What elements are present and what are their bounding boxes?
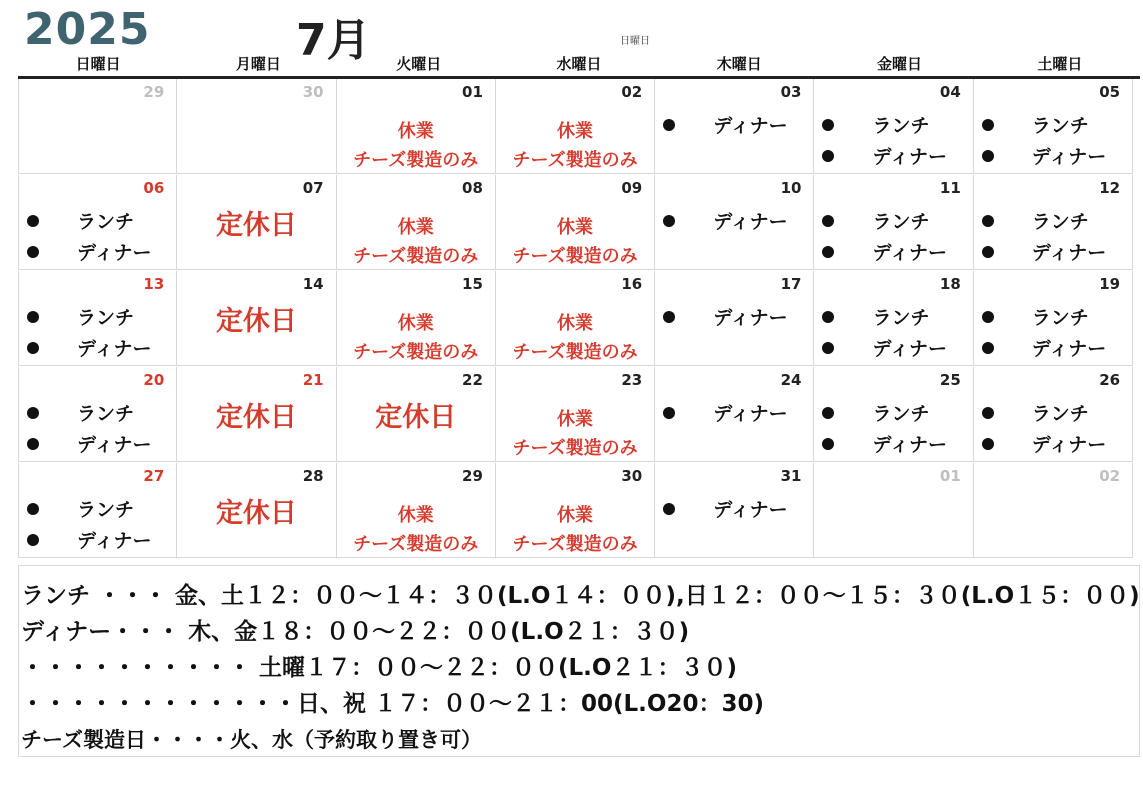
day-cell xyxy=(18,79,177,174)
bullet-icon xyxy=(982,119,994,131)
meal-item-dinner xyxy=(19,524,176,555)
meal-list xyxy=(814,397,972,459)
regular-holiday-label: 定休日 xyxy=(375,402,457,433)
bullet-icon xyxy=(982,311,994,323)
meal-list xyxy=(974,397,1132,459)
meal-item-lunch xyxy=(814,397,972,428)
regular-holiday-label: 定休日 xyxy=(215,402,297,433)
meal-item-dinner xyxy=(19,428,176,459)
meal-list xyxy=(19,301,176,363)
meal-label: ランチ xyxy=(872,211,930,233)
day-number: 15 xyxy=(462,275,483,293)
weekday-header: 火曜日 xyxy=(396,55,442,73)
meal-label: ディナー xyxy=(713,211,788,233)
day-cell xyxy=(974,367,1133,462)
meal-item-lunch xyxy=(19,397,176,428)
regular-holiday-label: 定休日 xyxy=(215,210,297,241)
day-number: 29 xyxy=(462,467,483,485)
bullet-icon xyxy=(27,342,39,354)
day-number: 25 xyxy=(939,371,961,389)
cheese-only-label: チーズ製造のみ xyxy=(353,342,479,363)
day-number: 09 xyxy=(621,179,643,197)
calendar-week-row xyxy=(18,79,1140,175)
day-cell xyxy=(496,79,655,174)
day-number: 29 xyxy=(143,83,165,101)
meal-label: ディナー xyxy=(77,434,152,456)
meal-item-lunch xyxy=(19,301,176,332)
meal-label: ランチ xyxy=(1031,403,1089,425)
day-cell xyxy=(814,271,973,366)
meal-list xyxy=(655,205,813,236)
meal-label: ランチ xyxy=(1031,211,1089,233)
day-cell xyxy=(974,463,1133,558)
weekday-header: 金曜日 xyxy=(877,55,923,73)
meal-item-dinner xyxy=(19,236,176,267)
business-hours-info xyxy=(18,565,1140,757)
meal-label: ディナー xyxy=(872,434,947,456)
cheese-only-label: チーズ製造のみ xyxy=(512,150,638,171)
day-cell xyxy=(177,175,336,270)
closed-label: 休業 xyxy=(557,217,594,238)
cheese-only-label: チーズ製造のみ xyxy=(512,534,638,555)
meal-label: ディナー xyxy=(1031,338,1107,360)
bullet-icon xyxy=(982,150,994,162)
day-number: 06 xyxy=(143,179,165,197)
meal-item-dinner xyxy=(974,236,1132,267)
meal-label: ランチ xyxy=(77,211,135,233)
hours-line: ランチ ・・・ 金、土１２：００～１４：３０(L.O１４：００),日１２：００～１５：３０(L.O１５：００) xyxy=(21,583,1140,609)
meal-item-dinner xyxy=(655,109,813,140)
bullet-icon xyxy=(27,503,39,515)
meal-label: ディナー xyxy=(872,242,947,264)
closed-label: 休業 xyxy=(557,409,594,430)
meal-list xyxy=(655,493,813,524)
day-number: 27 xyxy=(143,467,165,485)
bullet-icon xyxy=(982,407,994,419)
day-cell xyxy=(814,79,973,174)
hours-line: ・・・・・・・・・・・・日、祝 １７：００～２１：00(L.O20：30) xyxy=(21,691,764,717)
day-number: 23 xyxy=(621,371,643,389)
meal-item-dinner xyxy=(655,205,813,236)
closed-label: 休業 xyxy=(557,121,594,142)
bullet-icon xyxy=(27,534,39,546)
day-number: 17 xyxy=(780,275,802,293)
hours-line: ・・・・・・・・・・ 土曜１７：００～２２：００(L.O２１：３０) xyxy=(21,655,737,681)
meal-list xyxy=(19,493,176,555)
meal-label: ディナー xyxy=(1031,434,1107,456)
calendar-grid xyxy=(18,52,1140,559)
day-number: 30 xyxy=(621,467,643,485)
meal-item-dinner xyxy=(655,493,813,524)
day-cell xyxy=(496,175,655,270)
day-cell xyxy=(814,175,973,270)
day-cell xyxy=(18,271,177,366)
day-number: 18 xyxy=(939,275,961,293)
day-cell xyxy=(177,271,336,366)
day-cell xyxy=(974,271,1133,366)
day-number: 12 xyxy=(1099,179,1121,197)
year-title: 2025 xyxy=(24,4,151,55)
day-cell xyxy=(655,463,814,558)
meal-item-lunch xyxy=(974,109,1132,140)
day-cell xyxy=(337,79,496,174)
meal-label: ランチ xyxy=(872,307,930,329)
calendar-week-row xyxy=(18,175,1140,271)
day-number: 07 xyxy=(302,179,324,197)
meal-list xyxy=(814,205,972,267)
bullet-icon xyxy=(822,215,834,227)
bullet-icon xyxy=(27,246,39,258)
day-cell xyxy=(18,463,177,558)
meal-label: ランチ xyxy=(1031,307,1089,329)
meal-label: ランチ xyxy=(872,115,930,137)
bullet-icon xyxy=(27,407,39,419)
cheese-only-label: チーズ製造のみ xyxy=(512,438,638,459)
hours-line: ディナー・・・ 木、金１８：００～２２：００(L.O２１：３０) xyxy=(21,619,690,645)
weekday-header: 水曜日 xyxy=(556,55,602,73)
closed-label: 休業 xyxy=(397,121,434,142)
day-cell xyxy=(337,271,496,366)
regular-holiday-label: 定休日 xyxy=(215,498,297,529)
day-number: 19 xyxy=(1099,275,1121,293)
day-number: 22 xyxy=(462,371,483,389)
closed-label: 休業 xyxy=(557,313,594,334)
day-number: 28 xyxy=(302,467,324,485)
meal-item-lunch xyxy=(19,493,176,524)
bullet-icon xyxy=(663,311,675,323)
cheese-only-label: チーズ製造のみ xyxy=(512,342,638,363)
meal-item-lunch xyxy=(974,397,1132,428)
meal-item-lunch xyxy=(814,205,972,236)
day-number: 01 xyxy=(462,83,483,101)
meal-label: ディナー xyxy=(1031,146,1107,168)
meal-item-dinner xyxy=(974,428,1132,459)
meal-item-dinner xyxy=(974,332,1132,363)
meal-label: ランチ xyxy=(77,403,135,425)
bullet-icon xyxy=(982,246,994,258)
meal-label: ランチ xyxy=(77,307,135,329)
day-number: 13 xyxy=(143,275,165,293)
day-cell xyxy=(496,367,655,462)
meal-item-dinner xyxy=(814,236,972,267)
day-cell xyxy=(655,271,814,366)
day-cell xyxy=(814,463,973,558)
meal-list xyxy=(655,109,813,140)
meal-label: ディナー xyxy=(872,338,947,360)
meal-list xyxy=(974,205,1132,267)
weekday-header: 日曜日 xyxy=(75,55,121,73)
day-cell xyxy=(655,79,814,174)
day-cell xyxy=(974,175,1133,270)
day-cell xyxy=(337,463,496,558)
day-number: 03 xyxy=(780,83,802,101)
day-number: 11 xyxy=(939,179,961,197)
meal-item-dinner xyxy=(814,140,972,171)
meal-list xyxy=(814,301,972,363)
bullet-icon xyxy=(27,311,39,323)
calendar-weeks xyxy=(18,79,1140,559)
day-number: 31 xyxy=(780,467,802,485)
bullet-icon xyxy=(822,311,834,323)
day-cell xyxy=(337,175,496,270)
day-number: 10 xyxy=(780,179,802,197)
meal-item-lunch xyxy=(974,301,1132,332)
meal-label: ディナー xyxy=(1031,242,1107,264)
weekday-header: 月曜日 xyxy=(235,55,281,73)
meal-label: ディナー xyxy=(77,530,152,552)
meal-list xyxy=(814,109,972,171)
meal-item-dinner xyxy=(19,332,176,363)
closed-label: 休業 xyxy=(397,217,434,238)
meal-list xyxy=(655,301,813,332)
meal-label: ディナー xyxy=(77,338,152,360)
day-number: 30 xyxy=(302,83,324,101)
bullet-icon xyxy=(27,438,39,450)
weekday-header: 木曜日 xyxy=(716,55,762,73)
day-cell xyxy=(496,463,655,558)
weekday-header-row xyxy=(18,52,1140,79)
meal-label: ディナー xyxy=(713,499,788,521)
meal-label: ディナー xyxy=(872,146,947,168)
day-cell xyxy=(655,175,814,270)
day-cell xyxy=(337,367,496,462)
bullet-icon xyxy=(982,215,994,227)
bullet-icon xyxy=(982,342,994,354)
meal-item-lunch xyxy=(19,205,176,236)
day-cell xyxy=(496,271,655,366)
closed-label: 休業 xyxy=(557,505,594,526)
meal-list xyxy=(19,397,176,459)
day-number: 08 xyxy=(462,179,483,197)
meal-item-dinner xyxy=(655,397,813,428)
cheese-only-label: チーズ製造のみ xyxy=(353,534,479,555)
bullet-icon xyxy=(822,150,834,162)
calendar-week-row xyxy=(18,367,1140,463)
day-cell xyxy=(177,79,336,174)
day-number: 02 xyxy=(1099,467,1121,485)
bullet-icon xyxy=(27,215,39,227)
cheese-only-label: チーズ製造のみ xyxy=(353,246,479,267)
meal-item-dinner xyxy=(974,140,1132,171)
meal-list xyxy=(974,301,1132,363)
day-cell xyxy=(655,367,814,462)
bullet-icon xyxy=(822,342,834,354)
bullet-icon xyxy=(822,246,834,258)
meal-label: ランチ xyxy=(1031,115,1089,137)
regular-holiday-label: 定休日 xyxy=(215,306,297,337)
meal-label: ランチ xyxy=(77,499,135,521)
meal-item-lunch xyxy=(974,205,1132,236)
meal-list xyxy=(974,109,1132,171)
day-number: 21 xyxy=(302,371,324,389)
day-cell xyxy=(177,463,336,558)
meal-item-dinner xyxy=(814,332,972,363)
meal-item-lunch xyxy=(814,109,972,140)
cheese-only-label: チーズ製造のみ xyxy=(353,150,479,171)
bullet-icon xyxy=(663,503,675,515)
meal-item-dinner xyxy=(814,428,972,459)
month-title: 7月 xyxy=(296,15,371,66)
closed-label: 休業 xyxy=(397,313,434,334)
meal-label: ディナー xyxy=(713,403,788,425)
day-number: 24 xyxy=(780,371,802,389)
day-number: 20 xyxy=(143,371,165,389)
bullet-icon xyxy=(982,438,994,450)
meal-list xyxy=(655,397,813,428)
calendar-week-row xyxy=(18,463,1140,559)
day-number: 01 xyxy=(939,467,961,485)
meal-item-lunch xyxy=(814,301,972,332)
meal-label: ランチ xyxy=(872,403,930,425)
bullet-icon xyxy=(822,438,834,450)
bullet-icon xyxy=(822,119,834,131)
meal-label: ディナー xyxy=(713,115,788,137)
meal-item-dinner xyxy=(655,301,813,332)
calendar-week-row xyxy=(18,271,1140,367)
meal-label: ディナー xyxy=(713,307,788,329)
small-weekday-label: 日曜日 xyxy=(620,36,650,47)
meal-list xyxy=(19,205,176,267)
day-cell xyxy=(18,367,177,462)
day-cell xyxy=(814,367,973,462)
bullet-icon xyxy=(822,407,834,419)
day-cell xyxy=(974,79,1133,174)
day-cell xyxy=(18,175,177,270)
cheese-only-label: チーズ製造のみ xyxy=(512,246,638,267)
day-number: 16 xyxy=(621,275,643,293)
day-number: 04 xyxy=(939,83,961,101)
bullet-icon xyxy=(663,119,675,131)
meal-label: ディナー xyxy=(77,242,152,264)
day-cell xyxy=(177,367,336,462)
closed-label: 休業 xyxy=(397,505,434,526)
day-number: 05 xyxy=(1099,83,1121,101)
weekday-header: 土曜日 xyxy=(1037,55,1083,73)
day-number: 02 xyxy=(621,83,643,101)
bullet-icon xyxy=(663,407,675,419)
day-number: 14 xyxy=(302,275,324,293)
hours-line: チーズ製造日・・・・火、水（予約取り置き可） xyxy=(21,728,482,752)
bullet-icon xyxy=(663,215,675,227)
day-number: 26 xyxy=(1099,371,1121,389)
